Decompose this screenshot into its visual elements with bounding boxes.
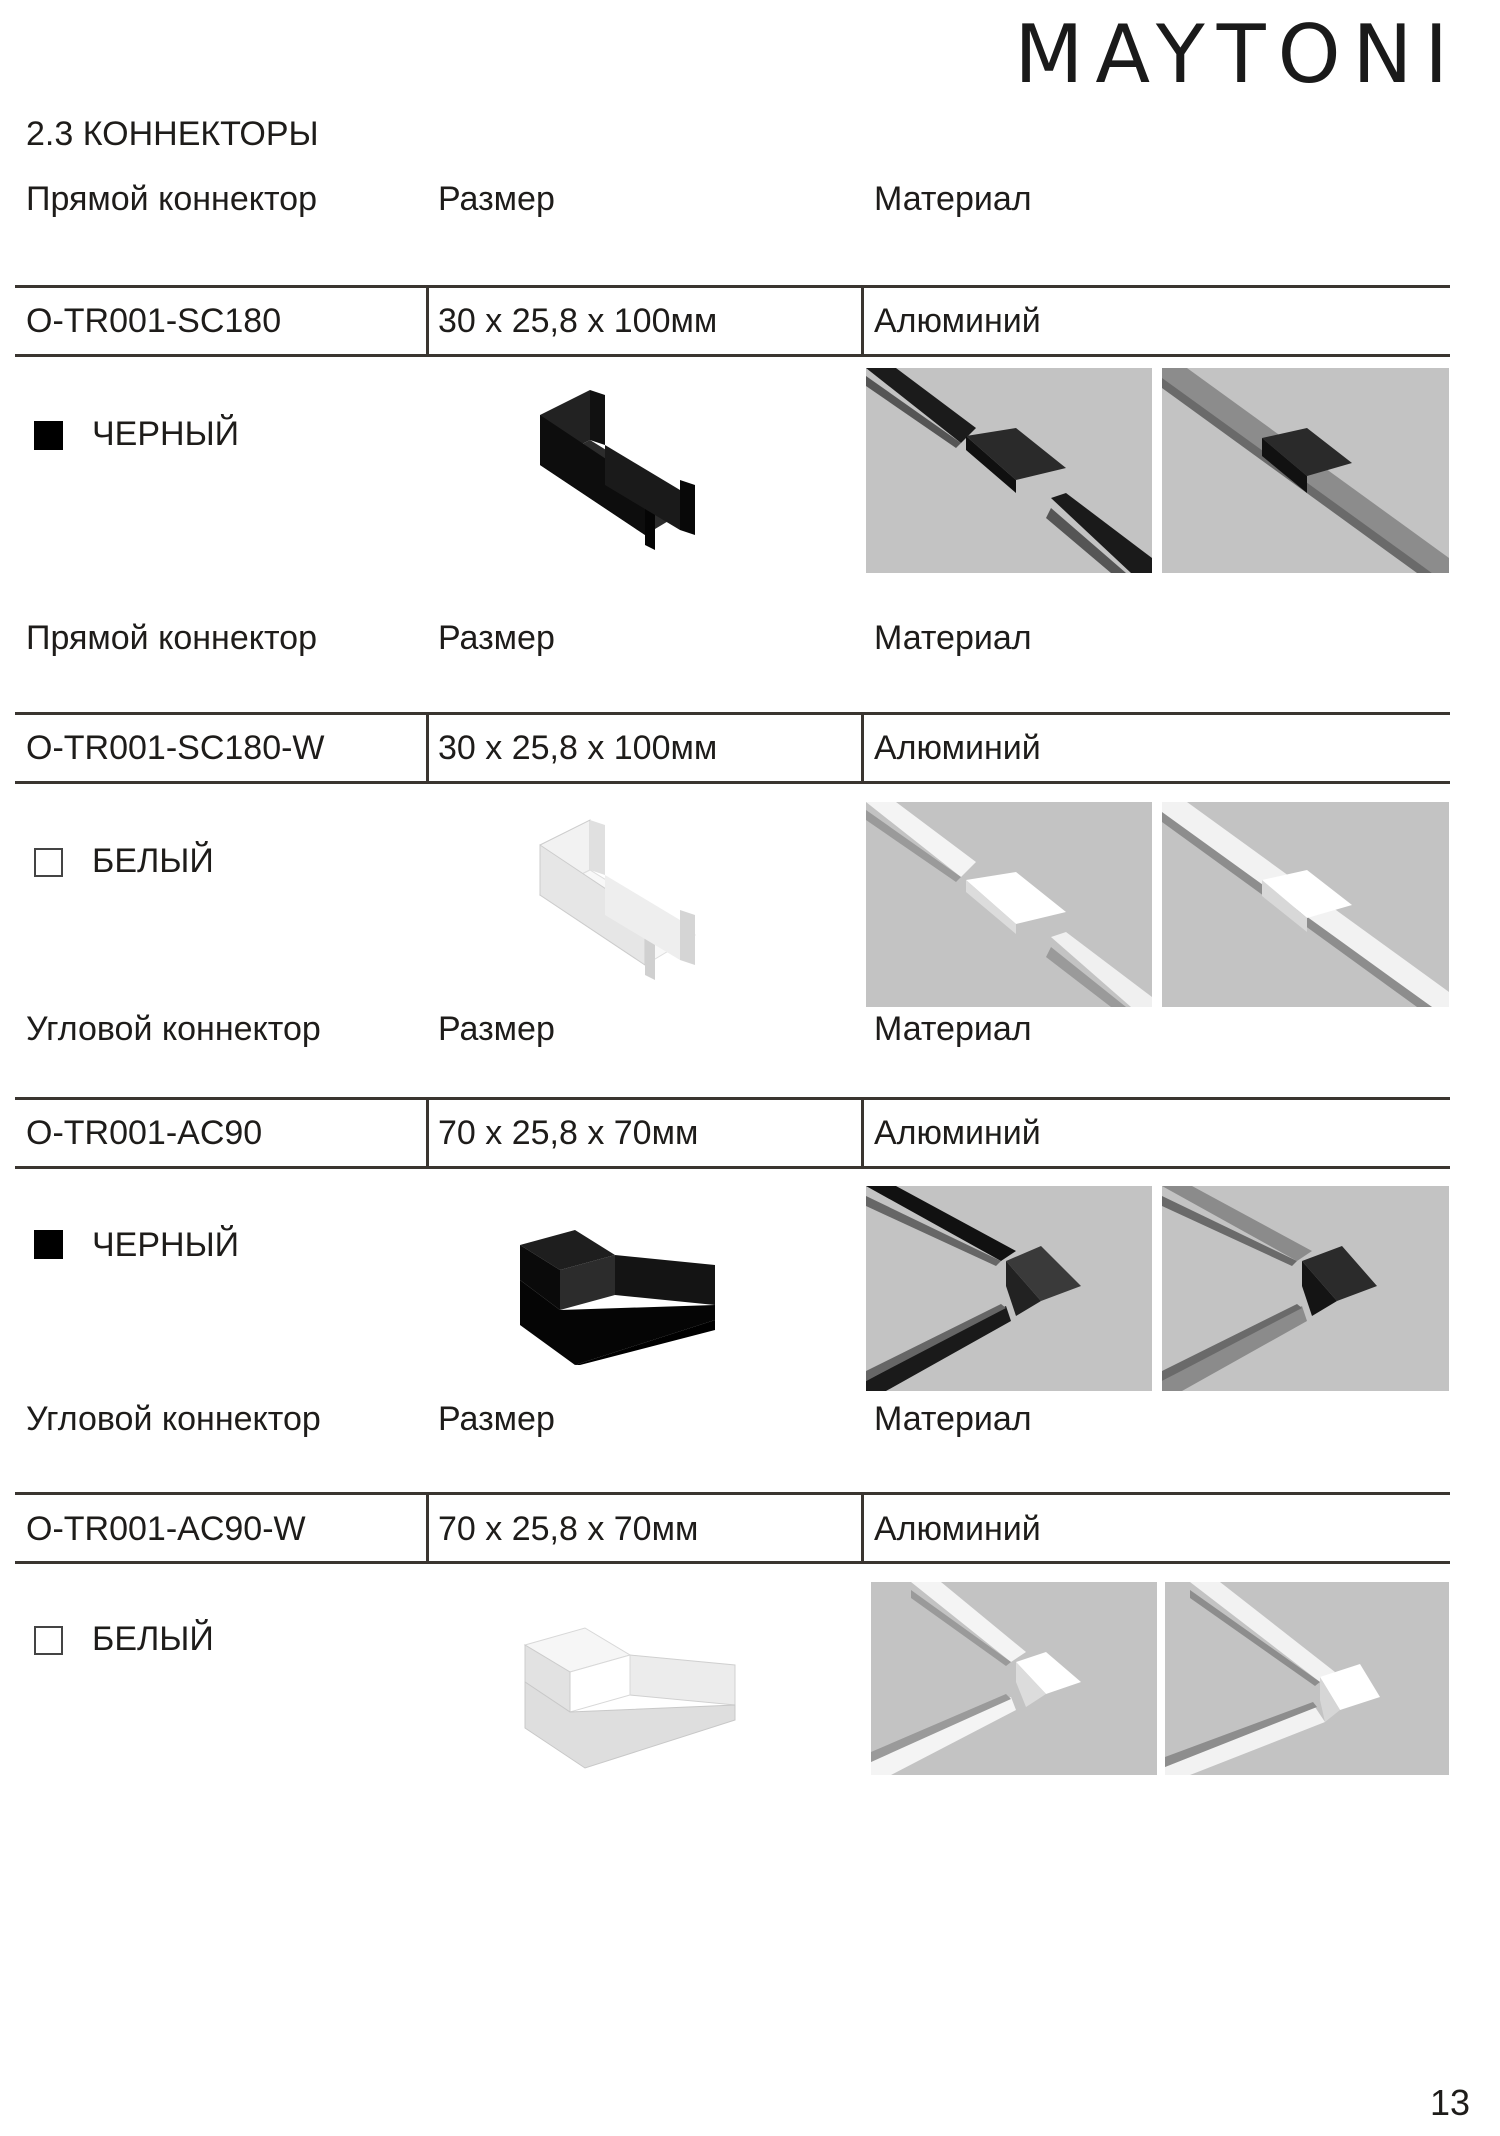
column-divider [426,287,429,357]
product-material: Алюминий [874,1510,1041,1548]
column-divider [861,287,864,357]
product-code: O-TR001-SC180-W [26,729,325,767]
type-label: Угловой коннектор [26,1400,321,1438]
product-material: Алюминий [874,729,1041,767]
product-image [530,815,705,985]
product-image [520,1620,745,1770]
installation-photo [871,1582,1157,1775]
installation-photo [1162,802,1449,1007]
color-name: БЕЛЫЙ [92,842,214,880]
product-material: Алюминий [874,302,1041,340]
column-divider [861,1494,864,1564]
table-top-rule [15,712,1450,715]
material-header: Материал [874,180,1032,218]
color-swatch [34,1230,63,1259]
column-divider [861,1099,864,1169]
material-header: Материал [874,1010,1032,1048]
product-size: 70 x 25,8 x 70мм [438,1114,699,1152]
page-number: 13 [1429,2082,1470,2123]
table-bottom-rule [15,1166,1450,1169]
installation-photo [866,368,1152,573]
installation-photo [1165,1582,1449,1775]
size-header: Размер [438,1400,555,1438]
type-label: Прямой коннектор [26,619,317,657]
color-swatch [34,421,63,450]
table-bottom-rule [15,781,1450,784]
installation-photo [1162,1186,1449,1391]
color-swatch [34,848,63,877]
type-label: Прямой коннектор [26,180,317,218]
type-label: Угловой коннектор [26,1010,321,1048]
column-divider [426,1099,429,1169]
size-header: Размер [438,180,555,218]
table-top-rule [15,285,1450,288]
product-material: Алюминий [874,1114,1041,1152]
product-size: 70 x 25,8 x 70мм [438,1510,699,1548]
table-bottom-rule [15,354,1450,357]
product-size: 30 x 25,8 x 100мм [438,729,718,767]
table-top-rule [15,1097,1450,1100]
product-image [530,385,705,555]
table-top-rule [15,1492,1450,1495]
column-divider [426,714,429,784]
size-header: Размер [438,1010,555,1048]
color-name: ЧЕРНЫЙ [92,1226,240,1264]
column-divider [426,1494,429,1564]
column-divider [861,714,864,784]
table-bottom-rule [15,1561,1450,1564]
brand-logo: MAYTONI [1014,8,1460,101]
installation-photo [866,802,1152,1007]
installation-photo [866,1186,1152,1391]
size-header: Размер [438,619,555,657]
product-image [515,1225,725,1365]
material-header: Материал [874,619,1032,657]
installation-photo [1162,368,1449,573]
section-title: 2.3 КОННЕКТОРЫ [26,115,319,153]
product-code: O-TR001-AC90-W [26,1510,306,1548]
product-code: O-TR001-SC180 [26,302,282,340]
color-swatch [34,1626,63,1655]
color-name: БЕЛЫЙ [92,1620,214,1658]
material-header: Материал [874,1400,1032,1438]
color-name: ЧЕРНЫЙ [92,415,240,453]
product-size: 30 x 25,8 x 100мм [438,302,718,340]
product-code: O-TR001-AC90 [26,1114,263,1152]
